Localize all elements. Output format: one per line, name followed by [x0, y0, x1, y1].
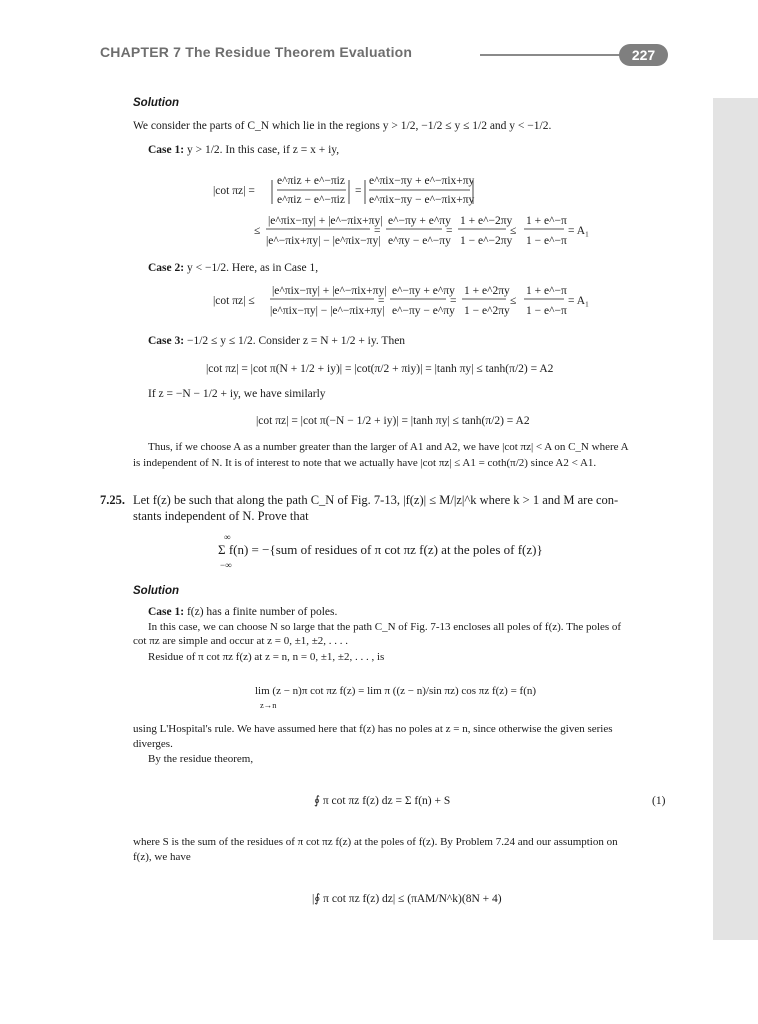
thus-line-1: Thus, if we choose A as a number greater than the larger of A1 and A2, we have |cot πz| < A on C_N where A [148, 441, 629, 453]
svg-text:e^πix−πy + e^−πix+πy: e^πix−πy + e^−πix+πy [369, 175, 475, 187]
where-line-2: f(z), we have [133, 851, 191, 863]
svg-text:=: = [446, 225, 453, 237]
chapter-header: CHAPTER 7 The Residue Theorem Evaluation [100, 44, 413, 60]
svg-text:=: = [378, 295, 385, 307]
intro-paragraph: We consider the parts of C_N which lie in the regions y > 1/2, −1/2 ≤ y ≤ 1/2 and y < −1/2. [133, 120, 552, 132]
case2-text: y < −1/2. Here, as in Case 1, [186, 262, 319, 274]
similarly-text: If z = −N − 1/2 + iy, we have similarly [148, 388, 326, 400]
case1-label-2: Case 1: [148, 606, 185, 618]
svg-text:≤: ≤ [254, 225, 261, 237]
svg-text:e^−πy − e^πy: e^−πy − e^πy [392, 305, 455, 317]
thus-line-2: is independent of N. It is of interest to note that we actually have |cot πz| ≤ A1 = coth(π/2) since A2 < A1. [133, 457, 597, 469]
limit-subscript: z→n [260, 700, 277, 710]
problem-line-1: Let f(z) be such that along the path C_N of Fig. 7-13, |f(z)| ≤ M/|z|^k where k > 1 and M are con- [133, 493, 619, 507]
case1-text: y > 1/2. In this case, if z = x + iy, [186, 144, 340, 156]
eq-lhs-cot: |cot πz| = [213, 185, 255, 197]
svg-text:|e^πix−πy| + |e^−πix+πy|: |e^πix−πy| + |e^−πix+πy| [272, 285, 387, 297]
paragraph-line-1: In this case, we can choose N so large that the path C_N of Fig. 7-13 encloses all poles of f(z). The poles of [148, 621, 622, 633]
case1-label: Case 1: [148, 144, 185, 156]
svg-text:|e^πix−πy| + |e^−πix+πy|: |e^πix−πy| + |e^−πix+πy| [268, 215, 383, 227]
svg-text:1 + e^2πy: 1 + e^2πy [464, 285, 510, 297]
solution-heading-2: Solution [133, 585, 179, 597]
svg-text:1 − e^−π: 1 − e^−π [526, 235, 567, 247]
svg-text:1 + e^−π: 1 + e^−π [526, 285, 567, 297]
svg-text:1 + e^−2πy: 1 + e^−2πy [460, 215, 513, 227]
svg-text:e^πy − e^−πy: e^πy − e^−πy [388, 235, 451, 247]
svg-text:=: = [355, 185, 362, 197]
similarly-equation: |cot πz| = |cot π(−N − 1/2 + iy)| = |tanh πy| ≤ tanh(π/2) = A2 [256, 415, 530, 427]
case3-paragraph [148, 334, 405, 348]
limit-equation: lim (z − n)π cot πz f(z) = lim π ((z − n)/sin πz) cos πz f(z) = f(n) [255, 685, 537, 697]
sum-equation: Σ f(n) = −{sum of residues of π cot πz f(z) at the poles of f(z)} [218, 542, 543, 557]
paragraph-line-2: cot πz are simple and occur at z = 0, ±1, ±2, . . . . [133, 635, 349, 647]
eq-frac-den: e^πiz − e^−πiz [277, 194, 345, 206]
svg-text:≤: ≤ [510, 225, 517, 237]
bound-equation: |∮ π cot πz f(z) dz| ≤ (πAM/N^k)(8N + 4) [312, 893, 502, 905]
svg-text:e^πix−πy − e^−πix+πy: e^πix−πy − e^−πix+πy [369, 194, 475, 206]
svg-text:= A₁: = A₁ [568, 295, 590, 307]
svg-text:1 − e^2πy: 1 − e^2πy [464, 305, 510, 317]
svg-text:=: = [450, 295, 457, 307]
svg-text:e^−πy + e^πy: e^−πy + e^πy [388, 215, 451, 227]
svg-text:=: = [374, 225, 381, 237]
case2-label: Case 2: [148, 262, 185, 274]
case1-finite-text: f(z) has a finite number of poles. [186, 606, 338, 618]
using-line-1: using L'Hospital's rule. We have assumed here that f(z) has no poles at z = n, since otherwise the given series [133, 723, 613, 735]
svg-text:|cot πz| ≤: |cot πz| ≤ [213, 295, 255, 307]
case3-text: −1/2 ≤ y ≤ 1/2. Consider z = N + 1/2 + iy. Then [186, 335, 406, 347]
case3-label: Case 3: [148, 335, 185, 347]
equation-1: ∮ π cot πz f(z) dz = Σ f(n) + S [314, 795, 451, 807]
svg-text:1 + e^−π: 1 + e^−π [526, 215, 567, 227]
svg-text:1 − e^−π: 1 − e^−π [526, 305, 567, 317]
sum-lower-limit: −∞ [220, 560, 232, 570]
solution-heading: Solution [133, 97, 179, 109]
eq-frac-num: e^πiz + e^−πiz [277, 175, 345, 187]
problem-line-2: stants independent of N. Prove that [133, 509, 309, 523]
case3-equation: |cot πz| = |cot π(N + 1/2 + iy)| = |cot(π/2 + πiy)| = |tanh πy| ≤ tanh(π/2) = A2 [206, 363, 554, 375]
svg-text:≤: ≤ [510, 295, 517, 307]
svg-text:1 − e^−2πy: 1 − e^−2πy [460, 235, 513, 247]
problem-number: 7.25. [100, 493, 125, 507]
svg-text:|e^−πix+πy| − |e^πix−πy|: |e^−πix+πy| − |e^πix−πy| [266, 235, 381, 247]
paragraph-line-3: Residue of π cot πz f(z) at z = n, n = 0, ±1, ±2, . . . , is [148, 651, 385, 663]
svg-text:e^−πy + e^πy: e^−πy + e^πy [392, 285, 455, 297]
page-number-badge: 227 [619, 44, 668, 66]
using-line-2: diverges. [133, 738, 173, 750]
equation-1-tag: (1) [652, 795, 666, 807]
residue-theorem-text: By the residue theorem, [148, 753, 254, 765]
svg-text:|e^πix−πy| − |e^−πix+πy|: |e^πix−πy| − |e^−πix+πy| [270, 305, 385, 317]
sum-upper-limit: ∞ [224, 532, 231, 542]
where-line-1: where S is the sum of the residues of π cot πz f(z) at the poles of f(z). By Problem 7.24 and our assumption on [133, 836, 618, 848]
case1-finite-poles [148, 605, 337, 619]
svg-text:= A₁: = A₁ [568, 225, 590, 237]
